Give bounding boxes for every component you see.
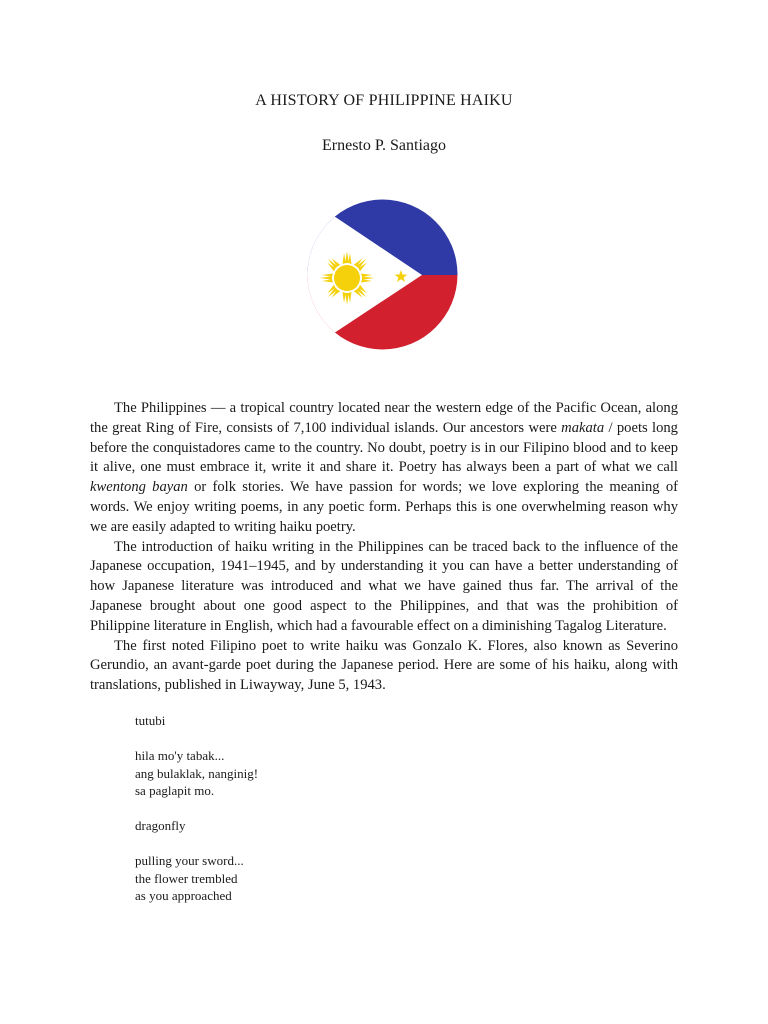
- flag-sun-icon: [320, 251, 374, 305]
- paragraph-2: The introduction of haiku writing in the Philippines can be traced back to the influence of the Japanese occupation, 1941–1945, and by understanding it you can have a better understanding of how Japanese literature was introduced and what we have gained thus far. The arrival of the Japanese brought about one good aspect to the Philippines, and that was the prohibition of Philippine literature in English, which had a favourable effect on a diminishing Tagalog Literature.: [90, 538, 678, 634]
- haiku-line: the flower trembled: [135, 870, 238, 886]
- document-title: A HISTORY OF PHILIPPINE HAIKU: [255, 92, 513, 109]
- paragraph-1: The Philippines — a tropical country located near the western edge of the Pacific Ocean, along the great Ring of Fire, consists of 7,100 individual islands. Our ancestors were makata / poets long before the conquistadores came to the country. No doubt, poetry is in our Filipino blood and to keep it alive, one must embrace it, write it and share it. Poetry has always been a part of what we call kwentong bayan or folk stories. We have passion for words; we love exploring the meaning of words. We enjoy writing poems, in any poetic form. Perhaps this is one overwhelming reason why we are easily adapted to writing haiku poetry.: [90, 400, 678, 535]
- paragraph-3: The first noted Filipino poet to write haiku was Gonzalo K. Flores, also known as Severino Gerundio, an avant-garde poet during the Japanese period. Here are some of his haiku, along with translations, published in Liwayway, June 5, 1943.: [90, 637, 678, 694]
- author-name: Ernesto P. Santiago: [322, 137, 446, 154]
- article-body: [90, 399, 678, 696]
- haiku-line: hila mo'y tabak...: [135, 748, 225, 763]
- philippine-flag-icon: [307, 198, 458, 351]
- haiku-line: as you approached: [135, 888, 232, 903]
- haiku-line: ang bulaklak, nanginig!: [135, 765, 259, 781]
- haiku-tagalog: [135, 712, 258, 800]
- haiku-line: pulling your sword...: [135, 853, 244, 868]
- haiku-title: dragonfly: [135, 818, 186, 833]
- haiku-english: [135, 817, 244, 905]
- haiku-line: sa paglapit mo.: [135, 783, 215, 798]
- haiku-title: tutubi: [135, 713, 166, 728]
